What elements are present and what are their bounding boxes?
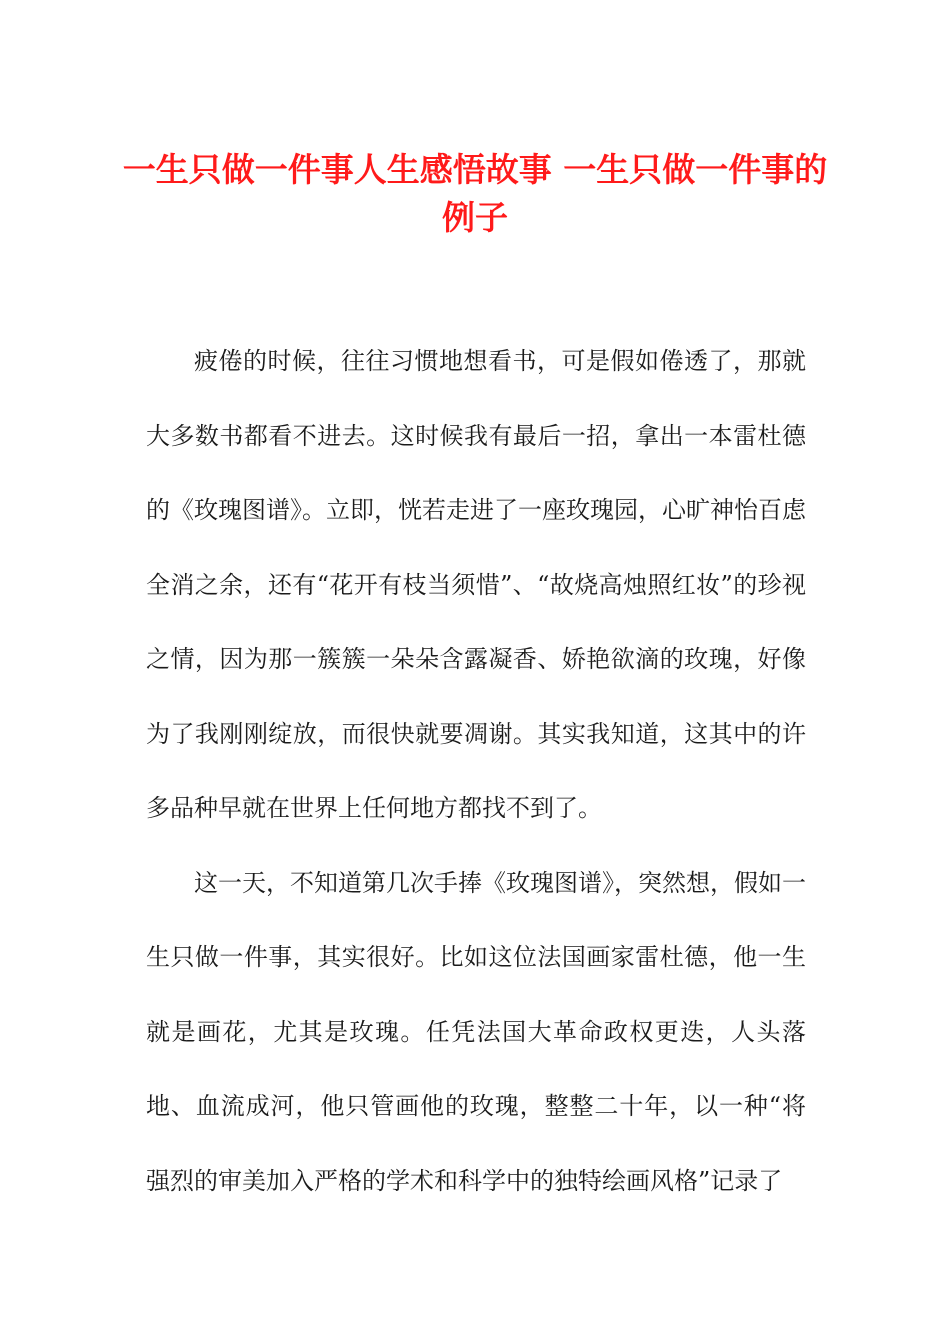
document-title: 一生只做一件事人生感悟故事 一生只做一件事的例子 [122, 150, 828, 237]
paragraph-1: 疲倦的时候，往往习惯地想看书，可是假如倦透了，那就大多数书都看不进去。这时候我有最后一招，拿出一本雷杜德的《玫瑰图谱》。立即，恍若走进了一座玫瑰园，心旷神怡百虑全消之余，还有“花开有枝当须惜”、“故烧高烛照红妆”的珍视之情，因为那一簇簇一朵朵含露凝香、娇艳欲滴的玫瑰，好像为了我刚刚绽放，而很快就要凋谢。其实我知道，这其中的许多品种早就在世界上任何地方都找不到了。 [146, 347, 806, 822]
paragraph-2: 这一天，不知道第几次手捧《玫瑰图谱》，突然想，假如一生只做一件事，其实很好。比如这位法国画家雷杜德，他一生就是画花，尤其是玫瑰。任凭法国大革命政权更迭，人头落地、血流成河，他只管画他的玫瑰，整整二十年，以一种“将强烈的审美加入严格的学术和科学中的独特绘画风格”记录了 [146, 868, 806, 1195]
document-body [146, 324, 806, 1218]
